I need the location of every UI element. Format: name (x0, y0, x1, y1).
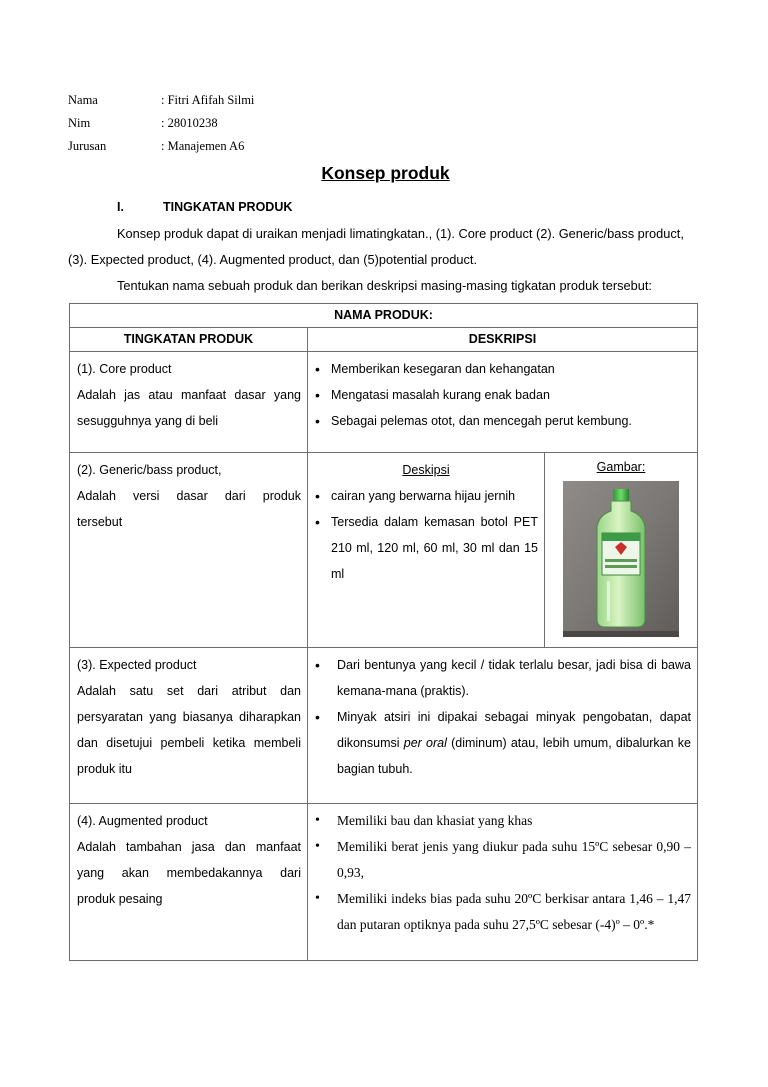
expected-item2-emphasis: per oral (403, 736, 447, 750)
core-desc-cell (308, 352, 698, 453)
table-row (70, 648, 698, 804)
augmented-def-line-2: yang akan membedakannya dari (77, 866, 301, 880)
expected-desc-cell (308, 648, 698, 804)
core-level-cell (70, 352, 308, 453)
augmented-def-line-1: Adalah tambahan jasa dan manfaat (77, 840, 301, 854)
expected-def-line-1: Adalah satu set dari atribut dan (77, 684, 301, 698)
generic-image-header: Gambar: (596, 460, 646, 474)
list-item: • Tersedia dalam kemasan botol PET 210 ml, 120 ml, 60 ml, 30 ml dan 15 ml (314, 509, 538, 587)
generic-image-cell (545, 453, 698, 648)
intro-line-1: Konsep produk dapat di uraikan menjadi limatingkatan., (1). Core product (2). Generic/bass product, (117, 226, 684, 241)
col-header-level: TINGKATAN PRODUK (70, 328, 308, 352)
expected-def-line-3: dan disetujui pembeli ketika membeli (77, 736, 301, 750)
expected-item2-text-end: (diminum) atau, lebih umum, dibalurkan ke bagian tubuh. (337, 736, 691, 776)
augmented-def-line-3: produk pesaing (77, 892, 163, 906)
page-title: Konsep produk (321, 163, 450, 183)
list-item: • Memiliki bau dan khasiat yang khas (314, 808, 691, 834)
product-name-header: NAMA PRODUK: (70, 304, 698, 328)
core-title: (1). Core product (77, 362, 172, 376)
intro-line-3: Tentukan nama sebuah produk dan berikan deskripsi masing-masing tigkatan produk tersebut: (117, 278, 652, 293)
expected-def-line-4: produk itu (77, 762, 132, 776)
nama-label: Nama (68, 93, 98, 107)
nim-value: : 28010238 (161, 116, 218, 130)
nama-value: : Fitri Afifah Silmi (161, 93, 255, 107)
list-item: • Memberikan kesegaran dan kehangatan (314, 356, 691, 382)
expected-title: (3). Expected product (77, 658, 197, 672)
table-row (70, 453, 698, 648)
list-item: • Mengatasi masalah kurang enak badan (314, 382, 691, 408)
generic-title: (2). Generic/bass product, (77, 463, 222, 477)
list-item: • Dari bentunya yang kecil / tidak terlalu besar, jadi bisa di bawa kemana-mana (praktis). (314, 652, 691, 704)
table-row (70, 304, 698, 328)
generic-def-line-1: Adalah versi dasar dari produk (77, 489, 301, 503)
list-item: • Memiliki berat jenis yang diukur pada suhu 15ºC sebesar 0,90 – 0,93, (314, 834, 691, 886)
generic-def-line-2: tersebut (77, 515, 123, 529)
col-header-desc: DESKRIPSI (308, 328, 698, 352)
generic-desc-header: Deskipsi (402, 463, 450, 477)
table-row (70, 328, 698, 352)
nim-label: Nim (68, 116, 91, 130)
jurusan-label: Jurusan (68, 139, 107, 153)
expected-item2-text: Minyak atsiri ini dipakai sebagai minyak pengobatan, dapat dikonsumsi (337, 710, 691, 750)
core-def-line-2: sesugguhnya yang di beli (77, 414, 219, 428)
page-title-wrap (0, 163, 768, 184)
expected-def-line-2: persyaratan yang biasanya diharapkan (77, 710, 301, 724)
augmented-title: (4). Augmented product (77, 814, 208, 828)
core-def-line-1: Adalah jas atau manfaat dasar yang (77, 388, 301, 402)
augmented-level-cell (70, 804, 308, 961)
product-level-table (69, 303, 698, 961)
intro-line-2: (3). Expected product, (4). Augmented product, dan (5)potential product. (68, 252, 478, 267)
list-item (314, 704, 691, 782)
generic-level-cell (70, 453, 308, 648)
generic-desc-cell (308, 453, 545, 648)
product-bottle-image (563, 481, 679, 637)
list-item: • Sebagai pelemas otot, dan mencegah perut kembung. (314, 408, 691, 434)
table-row (70, 804, 698, 961)
expected-level-cell (70, 648, 308, 804)
augmented-desc-cell (308, 804, 698, 961)
table-row (70, 352, 698, 453)
list-item: • cairan yang berwarna hijau jernih (314, 483, 538, 509)
section-title: TINGKATAN PRODUK (163, 200, 293, 214)
section-number: I. (117, 200, 124, 214)
jurusan-value: : Manajemen A6 (161, 139, 245, 153)
list-item: • Memiliki indeks bias pada suhu 20ºC berkisar antara 1,46 – 1,47 dan putaran optiknya pada suhu 27,5ºC sebesar (-4)º – 0º.* (314, 886, 691, 938)
